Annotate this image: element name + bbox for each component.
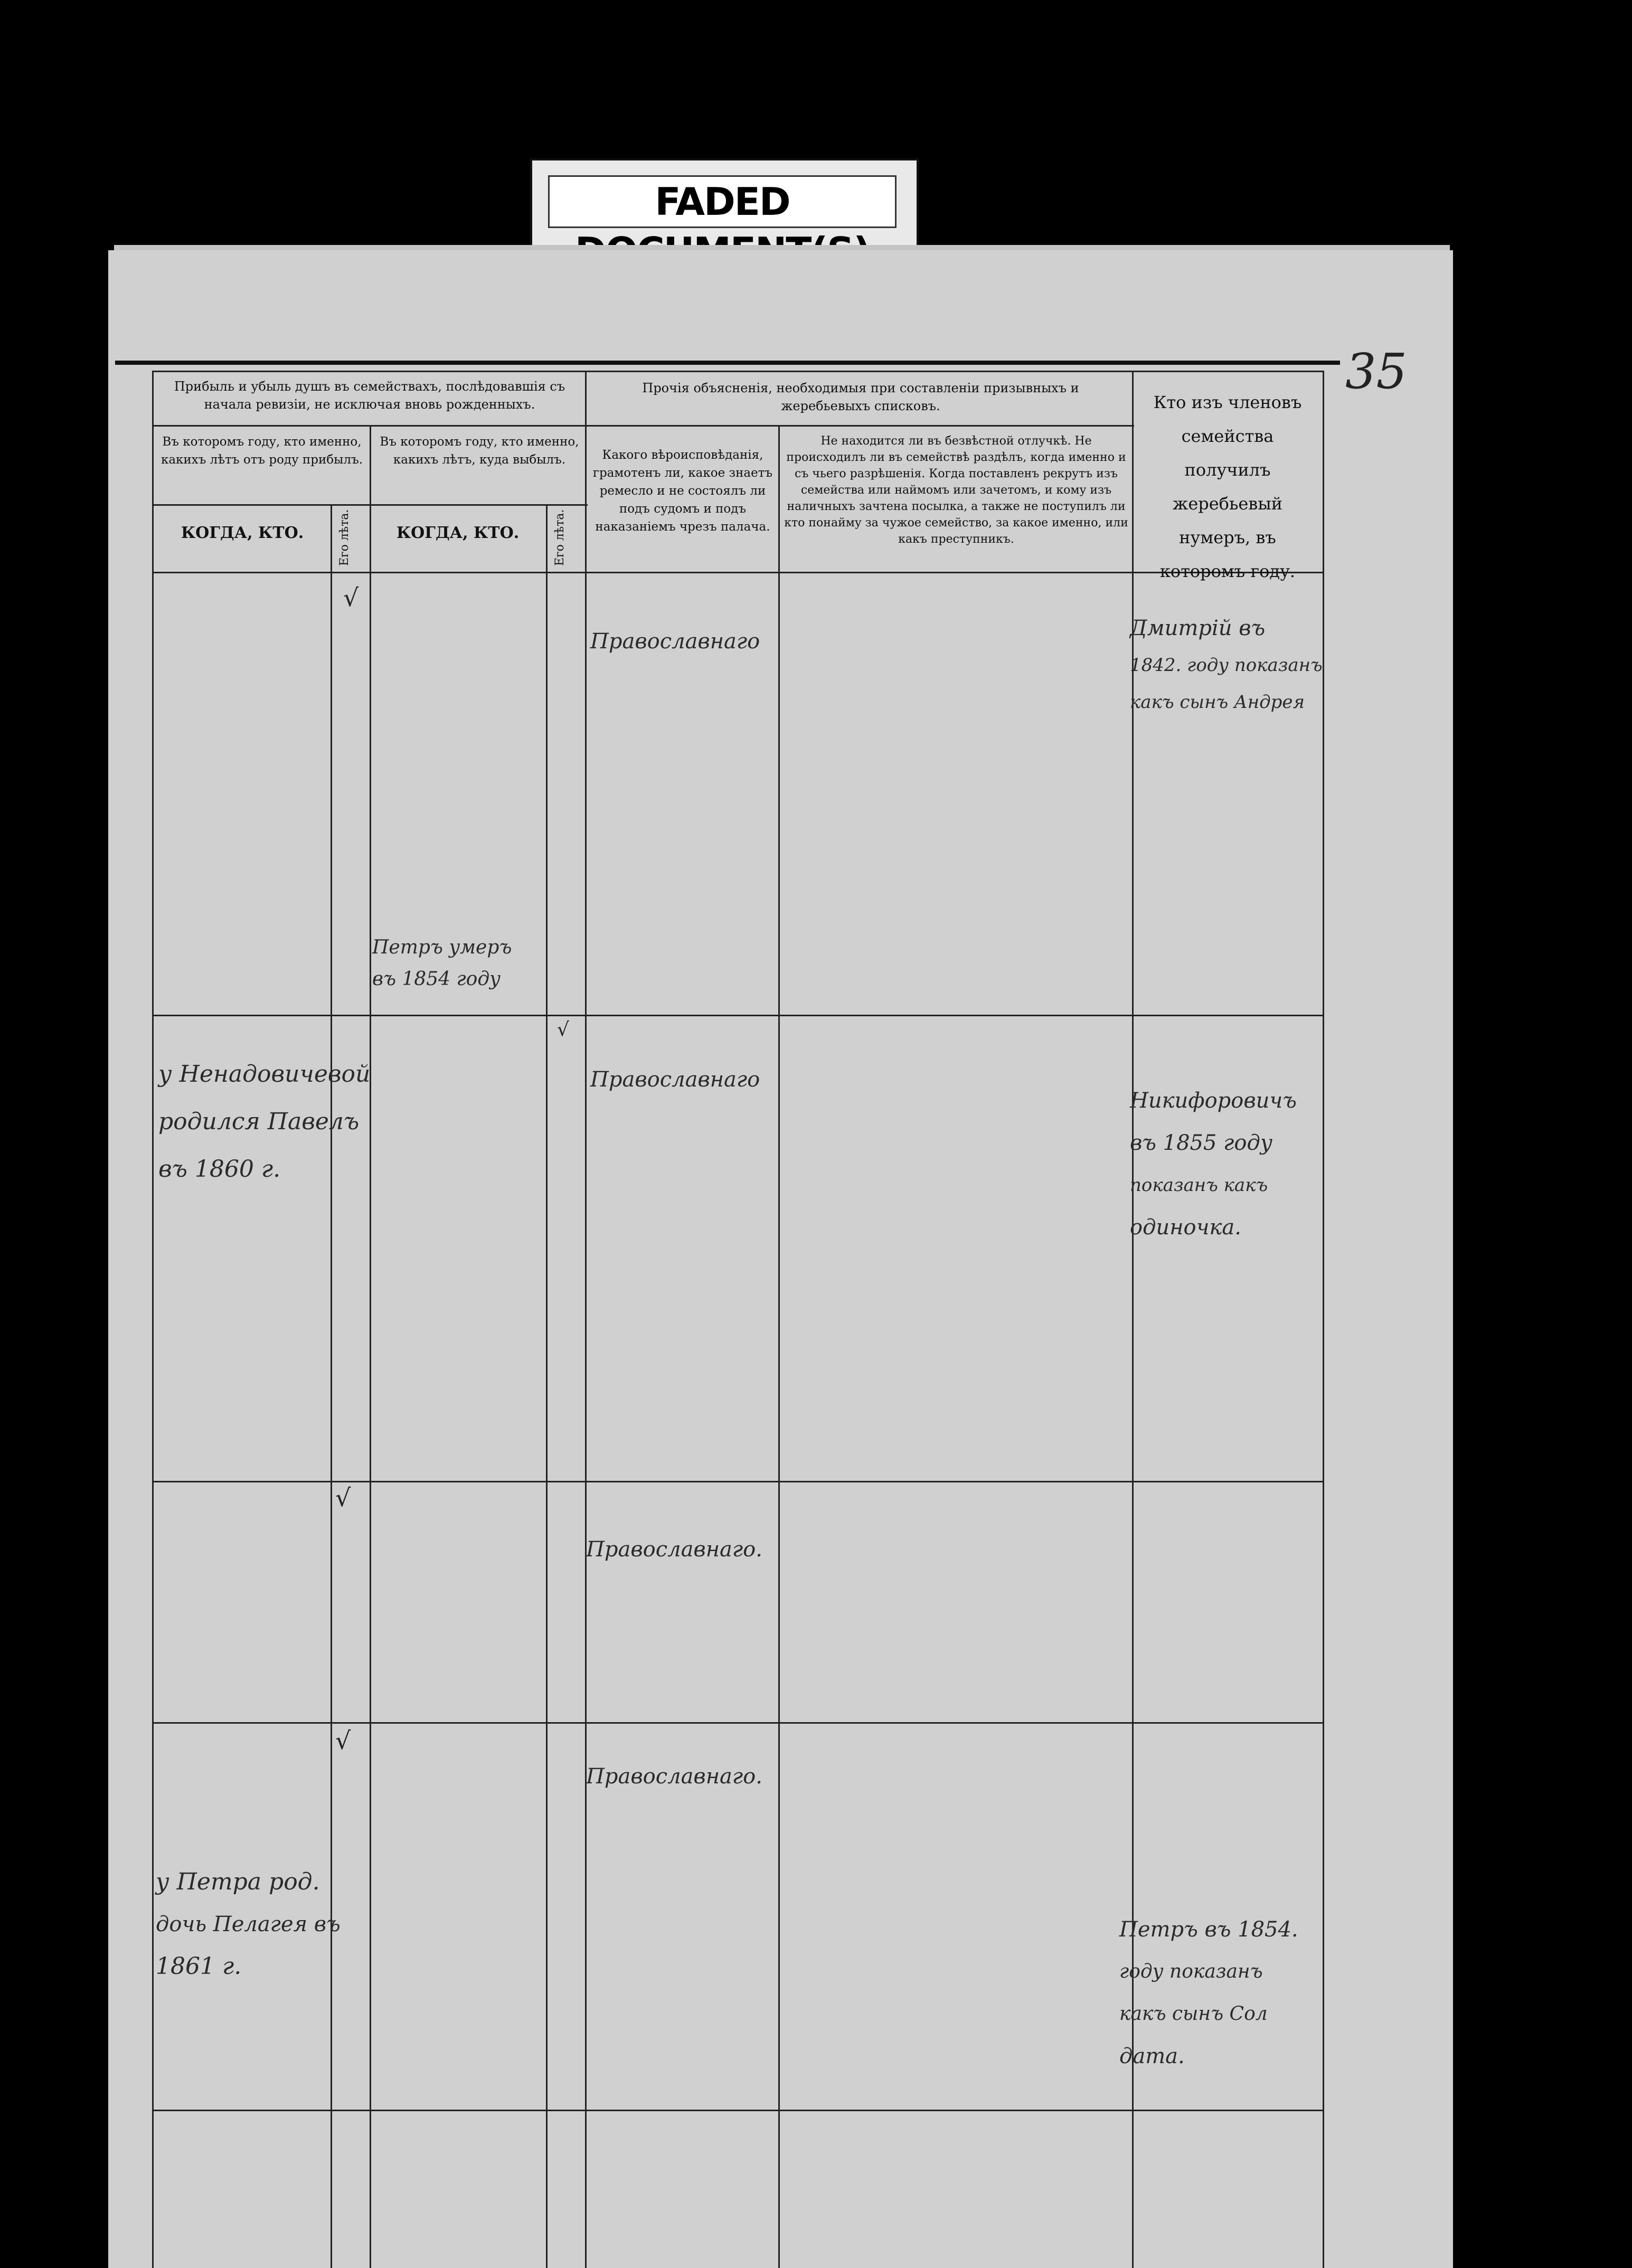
entry-2-lot-line-3: показанъ какъ	[1130, 1175, 1268, 1196]
entry-2-lot-line-2: въ 1855 году	[1130, 1131, 1273, 1155]
entry-3-age-mark: √	[335, 1483, 351, 1512]
table-right-border	[1323, 371, 1324, 2268]
header-absence: Не находится ли въ безвѣстной отлучкѣ. Не происходилъ ли въ семействѣ раздѣлъ, когда именно и съ чьего разрѣшенія. Когда поставленъ рекрутъ изъ семейства или наймомъ или зачетомъ, и кому изъ наличныхъ зачтена посылка, а также не поступилъ ли кто понайму за чужое семейство, за какое именно, или какъ преступникъ.	[784, 434, 1128, 546]
row-divider-3	[152, 1722, 1324, 1724]
header-lot-number: Кто изъ членовъ семейства получилъ жеребьевый нумеръ, въ которомъ году.	[1153, 392, 1302, 581]
entry-1-departed-line-2: въ 1854 году	[372, 968, 501, 990]
entry-4-arrived-line-1: у Петра род.	[156, 1868, 320, 1895]
entry-1-departed-line-1: Петръ умеръ	[372, 937, 512, 958]
entry-4-arrived-line-3: 1861 г.	[156, 1953, 242, 1980]
col-age2-left	[546, 504, 548, 2268]
table-top-border	[152, 371, 1324, 372]
entry-4-lot-line-4: дата.	[1119, 2044, 1185, 2068]
entry-2-religion: Православнаго	[590, 1067, 760, 1092]
entry-2-arrived-line-3: въ 1860 г.	[158, 1156, 281, 1183]
table-left-border	[152, 371, 154, 2268]
entry-4-age-mark: √	[335, 1726, 351, 1755]
header-age-departed: Его лѣта.	[553, 509, 567, 566]
entry-2-arrived-line-2: родился Павелъ	[158, 1108, 360, 1135]
col-departed-left	[370, 425, 371, 2268]
entry-4-lot-line-3: какъ сынъ Сол	[1119, 2003, 1268, 2025]
entry-2-age-mark: √	[557, 1019, 569, 1041]
header-births-deaths: Прибыль и убыль душъ въ семействахъ, послѣдовавшія съ начала ревизіи, не исключая вновь рожденныхъ.	[174, 379, 565, 412]
header-arrived: Въ которомъ году, кто именно, какихъ лѣтъ отъ роду прибылъ.	[161, 435, 363, 467]
header-subgroup-divider	[586, 425, 1134, 427]
entry-4-lot-line-2: году показанъ	[1119, 1961, 1263, 1982]
col-absence-left	[778, 425, 780, 2268]
header-when-who-arrived: КОГДА, КТО.	[181, 524, 304, 542]
col-religion-left	[585, 371, 587, 2268]
faded-document-label	[530, 158, 919, 248]
header-age-arrived: Его лѣта.	[338, 509, 351, 566]
row-divider-4	[152, 2110, 1324, 2111]
header-other-explanations: Прочія объясненія, необходимыя при составленіи призывныхъ и жеребьевыхъ списковъ.	[642, 381, 1079, 413]
entry-2-lot-line-4: одиночка.	[1130, 1215, 1241, 1240]
entry-1-lot-line-2: 1842. году показанъ	[1130, 655, 1323, 676]
row-divider-1	[152, 1015, 1324, 1016]
header-religion: Какого вѣроисповѣданія, грамотенъ ли, какое знаетъ ремесло и не состоялъ ли подъ судомъ и подъ наказаніемъ чрезъ палача.	[592, 448, 773, 534]
label-text: FADED	[548, 175, 897, 228]
top-rule	[115, 361, 1340, 365]
entry-1-lot-line-1: Дмитрій въ	[1130, 616, 1266, 640]
entry-1-lot-line-3: какъ сынъ Андрея	[1130, 692, 1305, 713]
entry-4-arrived-line-2: дочь Пелагея въ	[156, 1912, 341, 1936]
entry-2-lot-line-1: Никифоровичъ	[1130, 1089, 1297, 1113]
entry-1-religion: Православнаго	[590, 629, 760, 654]
entry-4-religion: Православнаго.	[586, 1764, 762, 1789]
entry-4-lot-line-1: Петръ въ 1854.	[1119, 1917, 1298, 1942]
page-number: 35	[1345, 343, 1408, 400]
entry-2-arrived-line-1: у Ненадовичевой	[158, 1061, 371, 1088]
header-departed: Въ которомъ году, кто именно, какихъ лѣтъ, куда выбылъ.	[380, 435, 579, 467]
entry-1-age-mark: √	[343, 583, 359, 612]
header-when-who-departed: КОГДА, КТО.	[396, 524, 520, 542]
col-age1-left	[331, 504, 332, 2268]
row-divider-2	[152, 1481, 1324, 1482]
entry-3-religion: Православнаго.	[586, 1537, 762, 1562]
